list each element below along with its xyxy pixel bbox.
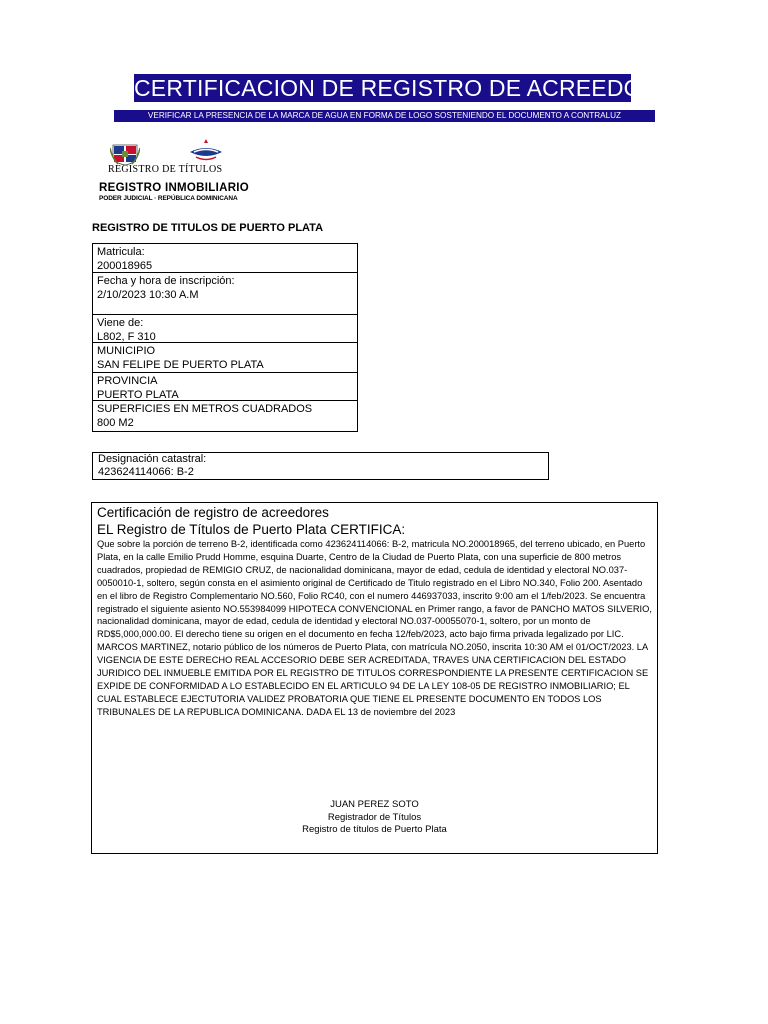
matricula-value: 200018965 — [97, 260, 153, 272]
superficie-label: SUPERFICIES EN METROS CUADRADOS — [97, 403, 313, 415]
logo-org: REGISTRO INMOBILIARIO — [99, 182, 250, 194]
provincia-value: PUERTO PLATA — [97, 389, 179, 401]
info-row-provincia — [93, 373, 357, 401]
catastral-value: 423624114066: B-2 — [98, 466, 194, 478]
logo-name: REGISTRO DE TÍTULOS — [108, 164, 223, 175]
matricula-label: Matricula: — [97, 246, 145, 258]
signature-block — [92, 799, 657, 837]
office-heading: REGISTRO DE TITULOS DE PUERTO PLATA — [92, 222, 324, 234]
certification-heading: Certificación de registro de acreedores — [97, 505, 329, 520]
superficie-value: 800 M2 — [97, 417, 134, 429]
catastral-label: Designación catastral: — [98, 453, 207, 465]
info-row-matricula — [93, 244, 357, 273]
document-title: CERTIFICACION DE REGISTRO DE ACREEDOR — [134, 75, 659, 101]
catastral-box — [92, 452, 549, 480]
signer-title: Registrador de Títulos — [327, 811, 422, 823]
coat-of-arms-icon — [110, 142, 140, 166]
viene-label: Viene de: — [97, 317, 144, 329]
signer-office: Registro de títulos de Puerto Plata — [302, 824, 447, 835]
watermark-notice: VERIFICAR LA PRESENCIA DE LA MARCA DE AGUA EN FORMA DE LOGO SOSTENIENDO EL DOCUMENTO A CONTRALUZ — [114, 110, 655, 122]
info-row-viene — [93, 315, 357, 343]
fecha-value: 2/10/2023 10:30 A.M — [97, 289, 199, 301]
info-row-municipio — [93, 343, 357, 373]
fecha-label: Fecha y hora de inscripción: — [97, 275, 235, 287]
logo-subtitle: PODER JUDICIAL · REPÚBLICA DOMINICANA — [99, 195, 238, 202]
municipio-label: MUNICIPIO — [97, 345, 156, 357]
certification-box — [91, 502, 658, 854]
certification-subheading: EL Registro de Títulos de Puerto Plata CERTIFICA: — [97, 522, 406, 537]
signer-name: JUAN PEREZ SOTO — [330, 799, 419, 810]
municipio-value: SAN FELIPE DE PUERTO PLATA — [97, 359, 264, 371]
registry-emblem-icon — [188, 138, 224, 164]
info-row-fecha — [93, 273, 357, 315]
certification-body: Que sobre la porción de terreno B-2, identificada como 423624114066: B-2, matricula NO.200018965, del terreno ubicado, en Puerto Plata, en la calle Emilio Prudd Homme, esquina Duarte, Centro de la Ciudad de Puerto Plata, con una superficie de 800 metros cuadrados, propiedad de REMIGIO CRUZ, de nacionalidad dominicana, mayor de edad, cedula de identidad y electoral NO.037-0050010-1, soltero, según consta en el asimiento original de Certificado de Titulo registrado en el Libro NO.340, Folio 200. Asentado en el libro de Registro Complementario NO.560, Folio RC40, con el numero 446937033, inscrito 9:00 am el 1/feb/2023. Se encuentra registrado el siguiente asiento NO.553984099 HIPOTECA CONVENCIONAL en Primer rango, a favor de PANCHO MATOS SILVERIO, nacionalidad dominicana, mayor de edad, cedula de identidad y electoral NO.037-00055070-1, soltero, por un monto de RD$5,000,000.00. El derecho tiene su origen en el documento en fecha 12/feb/2023, acto bajo firma privada legalizado por LIC. MARCOS MARTINEZ, notario público de los números de Puerto Plata, con matrícula NO.2050, inscrita 10:30 AM el 01/OCT/2023. LA VIGENCIA DE ESTE DERECHO REAL ACCESORIO DEBE SER ACREDITADA, TRAVES UNA CERTIFICACION DEL ESTADO JURIDICO DEL INMUEBLE EMITIDA POR EL REGISTRO DE TITULOS CORRESPONDIENTE LA PRESENTE CERTIFICACION SE EXPIDE DE CONFORMIDAD A LO ESTABLECIDO EN EL ARTICULO 94 DE LA LEY 108-05 DE REGISTRO INMOBILIARIO; EL CUAL ESTABLECE EJECTUTORIA VALIDEZ PROBATORIA QUE TIENE EL PRESENTE DOCUMENTO EN TODOS LOS TRIBUNALES DE LA REPUBLICA DOMINICANA. DADA EL 13 de noviembre del 2023 — [97, 539, 652, 717]
property-info-table — [92, 243, 358, 432]
info-row-superficie — [93, 401, 357, 431]
registry-logo — [96, 136, 256, 206]
provincia-label: PROVINCIA — [97, 375, 158, 387]
viene-value: L802, F 310 — [97, 331, 156, 343]
